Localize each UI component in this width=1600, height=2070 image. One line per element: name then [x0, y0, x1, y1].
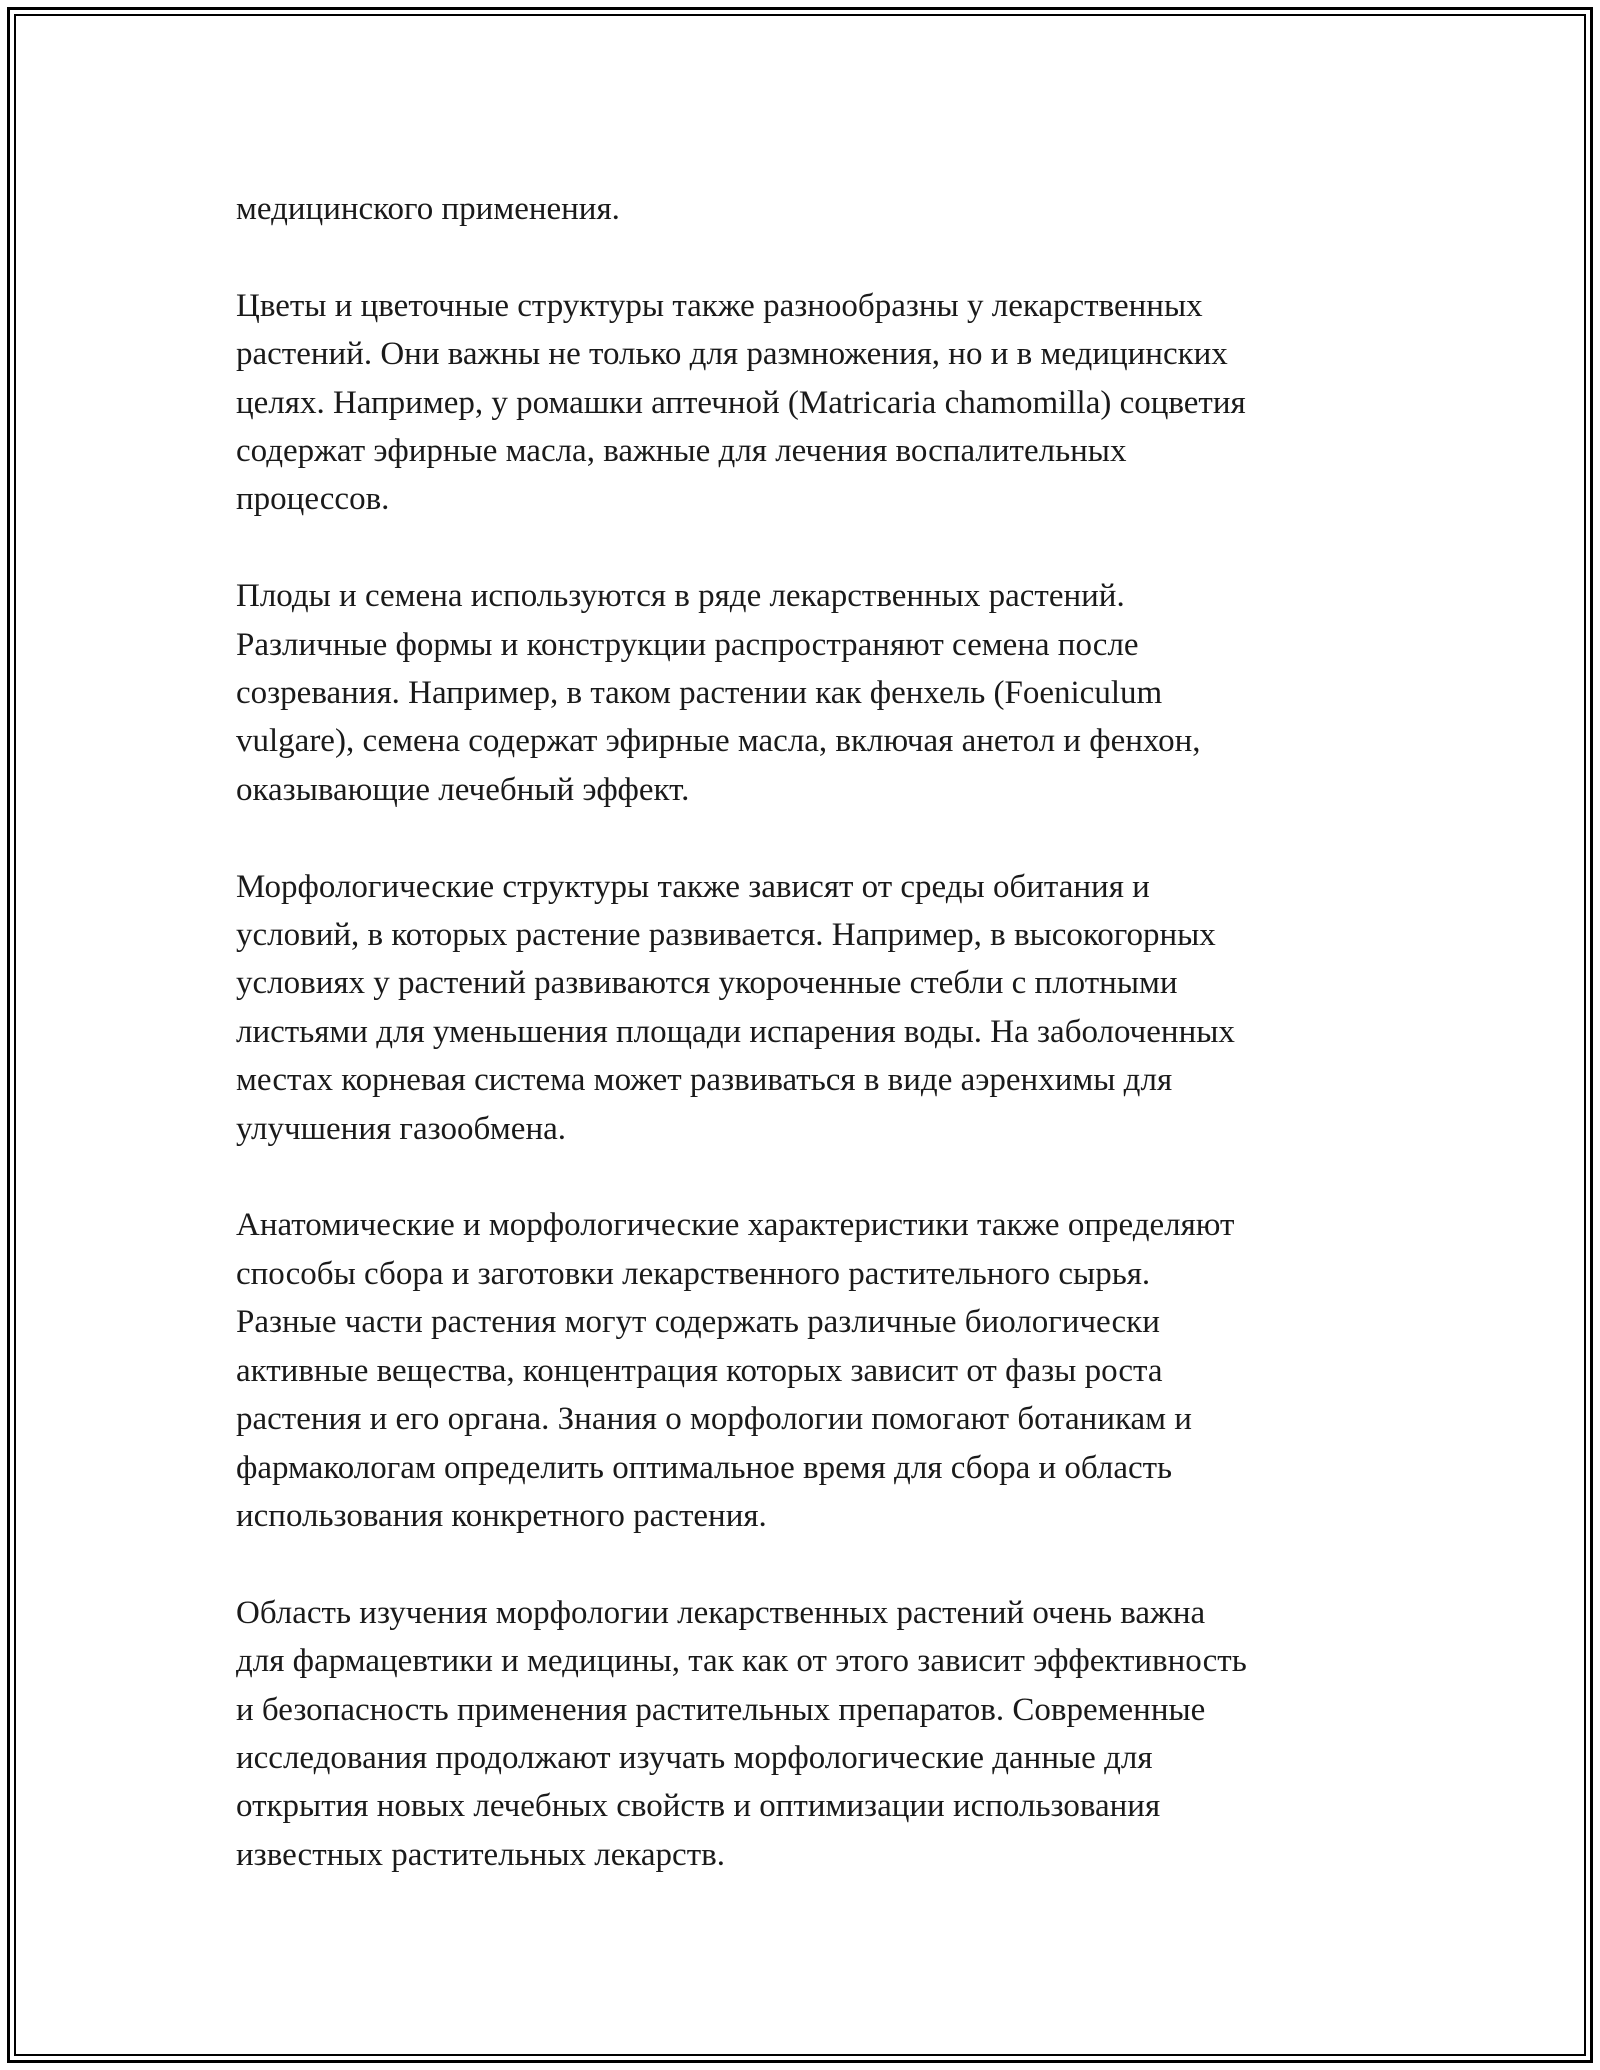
text-line: и безопасность применения растительных препаратов. Современные — [236, 1691, 1206, 1728]
text-line: использования конкретного растения. — [236, 1497, 767, 1534]
text-line: способы сбора и заготовки лекарственного растительного сырья. — [236, 1255, 1151, 1292]
paragraph-1 — [236, 185, 1396, 233]
text-line: фармакологам определить оптимальное время для сбора и область — [236, 1449, 1173, 1486]
text-line: Область изучения морфологии лекарственных растений очень важна — [236, 1594, 1206, 1631]
paragraph-6 — [236, 1589, 1396, 1879]
text-line: местах корневая система может развиваться в виде аэренхимы для — [236, 1062, 1173, 1099]
text-line: медицинского применения. — [236, 191, 620, 227]
text-line: созревания. Например, в таком растении как фенхель (Foeniculum — [236, 675, 1163, 712]
document-body — [236, 185, 1396, 1928]
paragraph-4 — [236, 863, 1396, 1153]
text-line: улучшения газообмена. — [236, 1110, 566, 1147]
text-line: оказывающие лечебный эффект. — [236, 771, 690, 808]
text-line: Разные части растения могут содержать различные биологически — [236, 1304, 1160, 1341]
paragraph-5 — [236, 1201, 1396, 1540]
text-line: активные вещества, концентрация которых зависит от фазы роста — [236, 1352, 1163, 1389]
text-line: Различные формы и конструкции распространяют семена после — [236, 626, 1139, 663]
text-line: процессов. — [236, 481, 390, 518]
text-line: известных растительных лекарств. — [236, 1836, 725, 1873]
text-line: растения и его органа. Знания о морфологии помогают ботаникам и — [236, 1401, 1192, 1438]
text-line: листьями для уменьшения площади испарения воды. На заболоченных — [236, 1013, 1235, 1050]
text-line: Цветы и цветочные структуры также разнообразны у лекарственных — [236, 287, 1203, 324]
text-line: растений. Они важны не только для размножения, но и в медицинских — [236, 336, 1228, 373]
text-line: Анатомические и морфологические характеристики также определяют — [236, 1207, 1235, 1244]
text-line: Плоды и семена используются в ряде лекарственных растений. — [236, 578, 1125, 615]
text-line: Морфологические структуры также зависят от среды обитания и — [236, 868, 1150, 905]
text-line: условиях у растений развиваются укороченные стебли с плотными — [236, 965, 1178, 1002]
text-line: исследования продолжают изучать морфологические данные для — [236, 1739, 1153, 1776]
text-line: vulgare), семена содержат эфирные масла, включая анетол и фенхон, — [236, 723, 1201, 760]
text-line: для фармацевтики и медицины, так как от этого зависит эффективность — [236, 1643, 1247, 1680]
text-line: условий, в которых растение развивается. Например, в высокогорных — [236, 917, 1216, 954]
paragraph-3 — [236, 572, 1396, 814]
text-line: содержат эфирные масла, важные для лечения воспалительных — [236, 433, 1127, 470]
text-line: целях. Например, у ромашки аптечной (Matricaria chamomilla) соцветия — [236, 384, 1246, 421]
paragraph-2 — [236, 282, 1396, 524]
text-line: открытия новых лечебных свойств и оптимизации использования — [236, 1788, 1161, 1825]
